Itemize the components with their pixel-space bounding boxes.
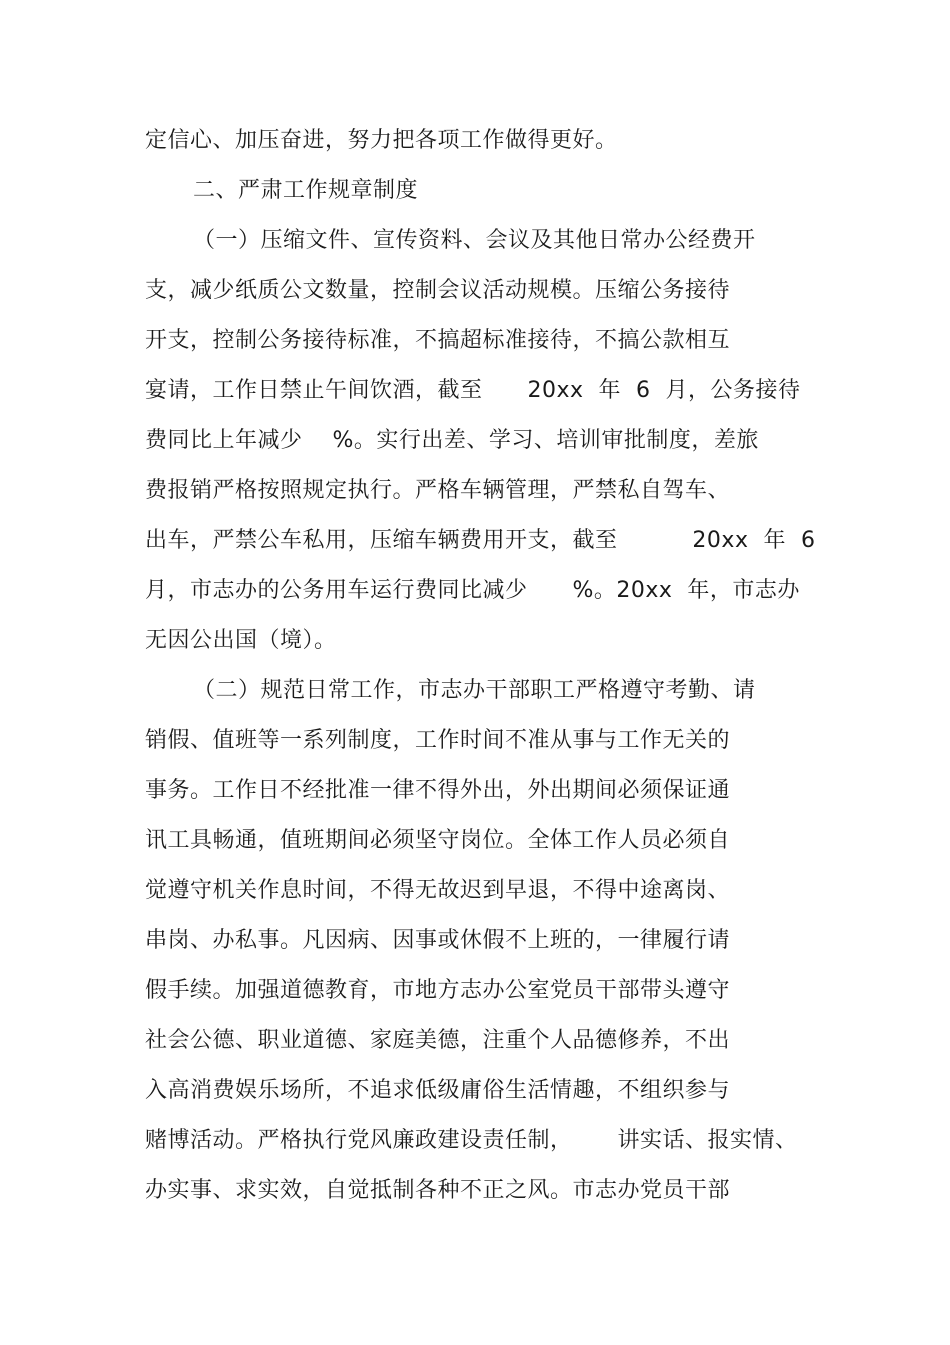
section-heading: 二、严肃工作规章制度 bbox=[193, 178, 419, 203]
paragraph-line: 无因公出国（境）。 bbox=[145, 628, 337, 653]
paragraph-line: 销假、值班等一系列制度，工作时间不准从事与工作无关的 bbox=[145, 728, 731, 753]
paragraph-line: 开支，控制公务接待标准，不搞超标准接待，不搞公款相互 bbox=[145, 328, 731, 353]
paragraph-line: 事务。工作日不经批准一律不得外出，外出期间必须保证通 bbox=[145, 778, 731, 803]
paragraph-line: 办实事、求实效，自觉抵制各种不正之风。市志办党员干部 bbox=[145, 1178, 731, 1203]
paragraph-line: 社会公德、职业道德、家庭美德，注重个人品德修养，不出 bbox=[145, 1028, 731, 1053]
paragraph-line: 定信心、加压奋进，努力把各项工作做得更好。 bbox=[145, 128, 618, 153]
paragraph-line: 赌博活动。严格执行党风廉政建设责任制， 讲实话、报实情、 bbox=[145, 1128, 798, 1153]
paragraph-line: 串岗、办私事。凡因病、因事或休假不上班的，一律履行请 bbox=[145, 928, 731, 953]
paragraph-line: 讯工具畅通，值班期间必须坚守岗位。全体工作人员必须自 bbox=[145, 828, 731, 853]
paragraph-line: 费报销严格按照规定执行。严格车辆管理，严禁私自驾车、 bbox=[145, 478, 731, 503]
paragraph-line: 月，市志办的公务用车运行费同比减少 %。20xx 年，市志办 bbox=[145, 578, 800, 603]
paragraph-line: 宴请，工作日禁止午间饮酒，截至 20xx 年 6 月，公务接待 bbox=[145, 378, 801, 403]
paragraph-line: （一）压缩文件、宣传资料、会议及其他日常办公经费开 bbox=[193, 228, 756, 253]
paragraph-line: 费同比上年减少 %。实行出差、学习、培训审批制度，差旅 bbox=[145, 428, 759, 453]
paragraph-line: （二）规范日常工作，市志办干部职工严格遵守考勤、请 bbox=[193, 678, 756, 703]
paragraph-line: 觉遵守机关作息时间，不得无故迟到早退，不得中途离岗、 bbox=[145, 878, 731, 903]
paragraph-line: 假手续。加强道德教育，市地方志办公室党员干部带头遵守 bbox=[145, 978, 731, 1003]
paragraph-line: 入高消费娱乐场所，不追求低级庸俗生活情趣，不组织参与 bbox=[145, 1078, 731, 1103]
paragraph-line: 出车，严禁公车私用，压缩车辆费用开支，截至 20xx 年 6 bbox=[145, 528, 816, 553]
paragraph-line: 支，减少纸质公文数量，控制会议活动规模。压缩公务接待 bbox=[145, 278, 731, 303]
